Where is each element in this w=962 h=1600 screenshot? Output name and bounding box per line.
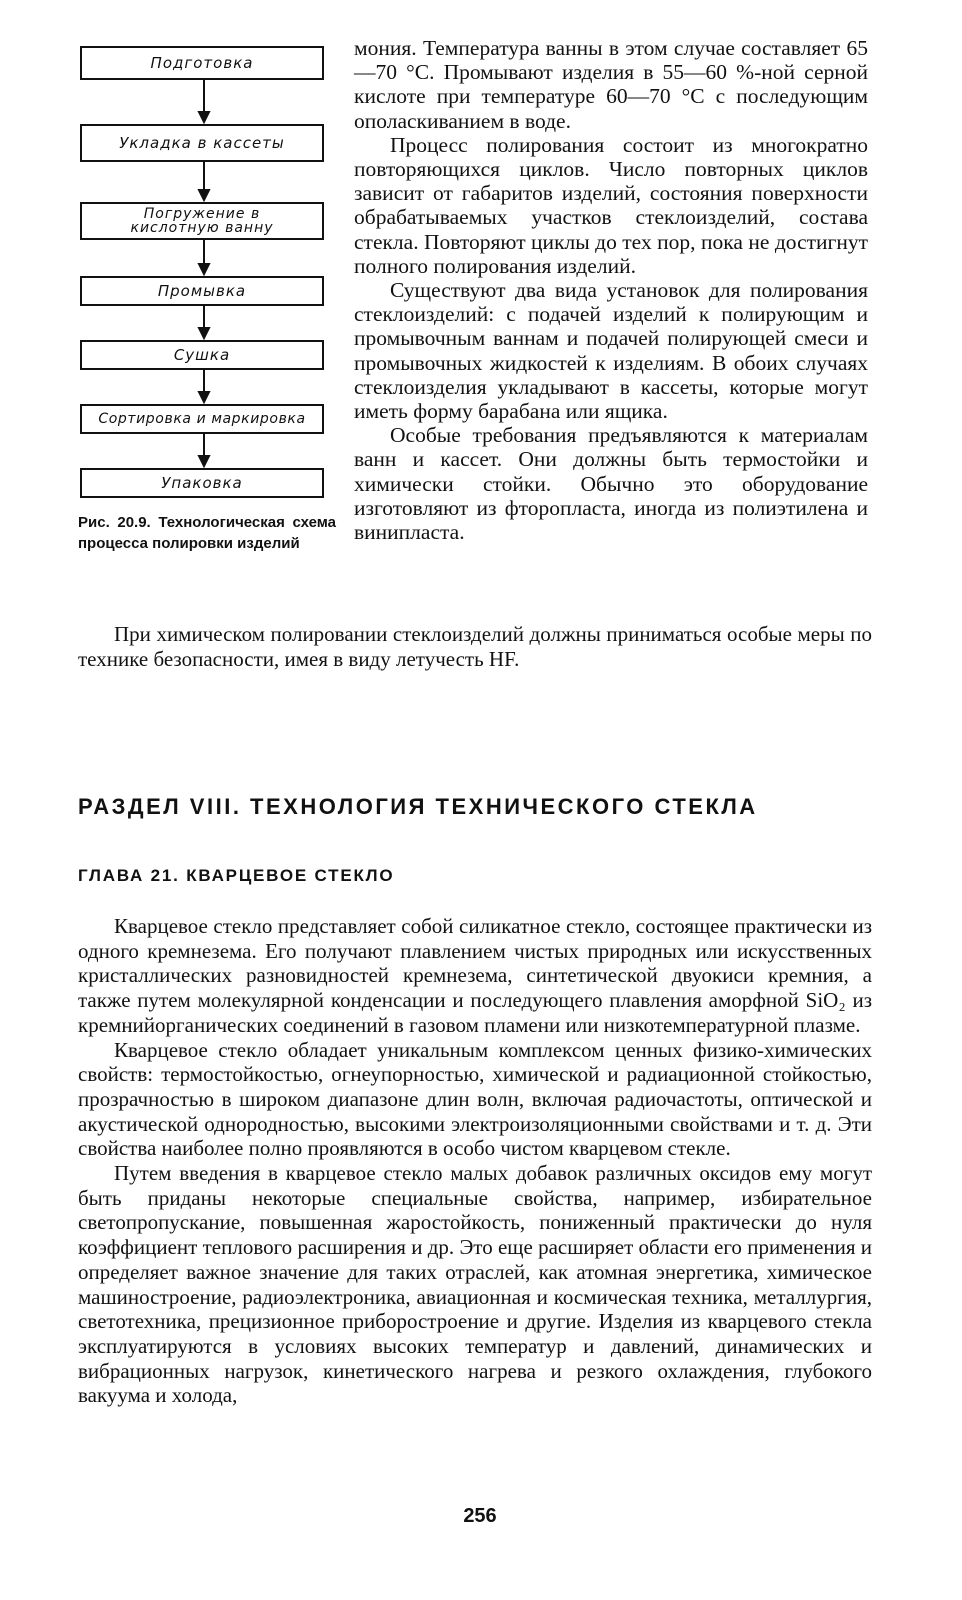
paragraph: мония. Температура ванны в этом случае составляет 65—70 °С. Промывают изделия в 55—60 %-ной серной кислоте при температуре 60—70 °С с последующим ополаскиванием в воде. <box>354 36 868 133</box>
paragraph: Особые требования предъявляются к материалам ванн и кассет. Они должны быть термостойки и химически стойки. Обычно это оборудование изготовляют из фторопласта, иногда из полиэтилена и винипласта. <box>354 423 868 545</box>
paragraph: Кварцевое стекло представляет собой силикатное стекло, состоящее практически из одного кремнезема. Его получают плавлением чистых природных или искусственных кристаллических разновидностей кремнезема, синтетической двуокиси кремния, а также путем молекулярной конденсации и последующего плавления аморфной SiO₂ из кремнийорганических соединений в газовом пламени или низкотемпературной плазме. <box>78 914 872 1037</box>
step-packing: Упаковка <box>80 468 324 498</box>
paragraph: Существуют два вида установок для полирования стеклоизделий: с подачей изделий к полирующим и промывочным ваннам и подачей полирующей смеси и промывочных жидкостей к изделиям. В обоих случаях стеклоизделия укладывают в кассеты, которые могут иметь форму барабана или ящика. <box>354 278 868 424</box>
chapter-title: ГЛАВА 21. КВАРЦЕВОЕ СТЕКЛО <box>78 866 395 885</box>
section-title: РАЗДЕЛ VIII. ТЕХНОЛОГИЯ ТЕХНИЧЕСКОГО СТЕКЛА <box>78 794 758 819</box>
step-preparation: Подготовка <box>80 46 324 80</box>
step-acid-bath-immersion: Погружение в кислотную ванну <box>80 202 324 240</box>
figure-caption: Рис. 20.9. Технологическая схема процесса полировки изделий <box>78 514 336 552</box>
step-drying: Сушка <box>80 340 324 370</box>
paragraph: Путем введения в кварцевое стекло малых добавок различных оксидов ему могут быть приданы некоторые специальные свойства, например, избирательное светопропускание, повышенная жаростойкость, пониженный практически до нуля коэффициент теплового расширения и др. Это еще расширяет области его применения и определяет важное значение для таких отраслей, как атомная энергетика, химическое машиностроение, радиоэлектроника, авиационная и космическая техника, металлургия, светотехника, прецизионное приборостроение и другие. Изделия из кварцевого стекла эксплуатируются в условиях высоких температур и давлений, динамических и вибрационных нагрузок, кинетического нагрева и резкого охлаждения, глубокого вакуума и холода, <box>78 1161 872 1408</box>
step-loading-cassettes: Укладка в кассеты <box>80 124 324 162</box>
paragraph: Кварцевое стекло обладает уникальным комплексом ценных физико-химических свойств: термостойкостью, огнеупорностью, химической и радиационной стойкостью, прозрачностью в широком диапазоне длин волн, включая радиочастоты, оптической и акустической однородностью, высокими электроизоляционными свойствами и т. д. Эти свойства наиболее полно проявляются в особо чистом кварцевом стекле. <box>78 1037 872 1161</box>
step-sorting-marking: Сортировка и маркировка <box>80 404 324 434</box>
flowchart-connectors <box>76 38 332 508</box>
step-rinsing: Промывка <box>80 276 324 306</box>
paragraph: При химическом полировании стеклоизделий должны приниматься особые меры по технике безопасности, имея в виду летучесть HF. <box>78 622 872 671</box>
page-number: 256 <box>463 1505 497 1527</box>
chapter-body <box>78 914 872 1408</box>
right-column-text <box>354 36 868 544</box>
process-flowchart <box>76 38 332 508</box>
safety-note <box>78 622 872 671</box>
paragraph: Процесс полирования состоит из многократно повторяющихся циклов. Число повторных циклов зависит от габаритов изделий, состояния поверхности обрабатываемых участков стеклоизделий, состава стекла. Повторяют циклы до тех пор, пока не достигнут полного полирования изделий. <box>354 132 868 278</box>
